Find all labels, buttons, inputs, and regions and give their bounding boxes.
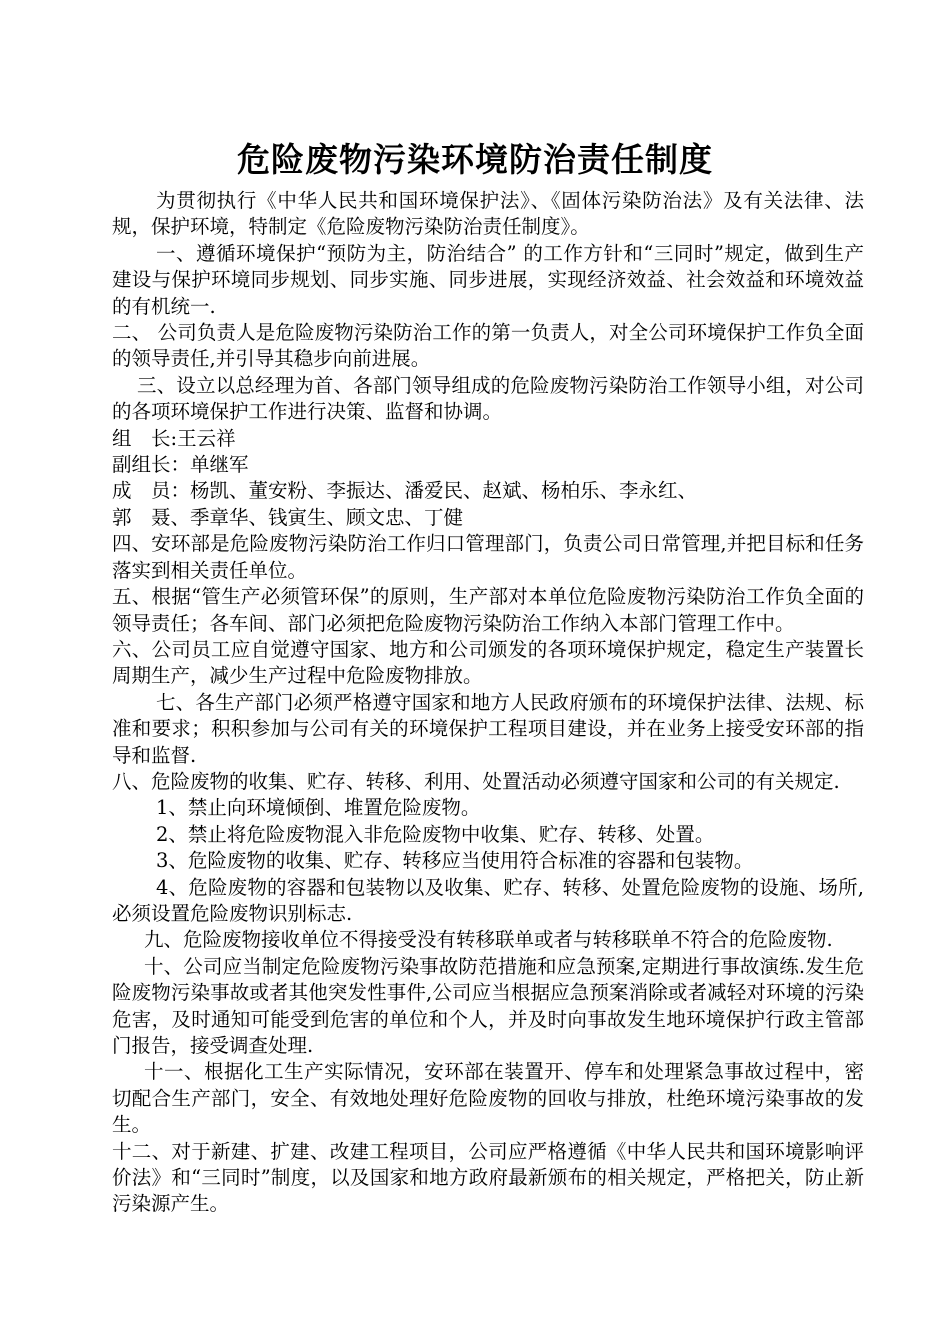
clause-7: 七、各生产部门必须严格遵守国家和地方人民政府颁布的环境保护法律、法规、标准和要求；积积参加与公司有关的环境保护工程项目建设，并在业务上接受安环部的指导和监督. (112, 690, 864, 767)
clause-6: 六、公司员工应自觉遵守国家、地方和公司颁发的各项环境保护规定，稳定生产装置长周期生产，减少生产过程中危险废物排放。 (112, 637, 864, 688)
document-title: 危险废物污染环境防治责任制度 (237, 140, 713, 179)
clause-8-item-2: 2、禁止将危险废物混入非危险废物中收集、贮存、转移、处置。 (156, 822, 715, 846)
group-members-continued: 郭 聂、季章华、钱寅生、顾文忠、丁健 (112, 505, 464, 529)
clause-3: 三、设立以总经理为首、各部门领导组成的危险废物污染防治工作领导小组，对公司的各项环境保护工作进行决策、监督和协调。 (112, 373, 864, 424)
group-members: 成 员：杨凯、董安粉、李振达、潘爱民、赵斌、杨柏乐、李永红、 (112, 479, 698, 503)
clause-4: 四、安环部是危险废物污染防治工作归口管理部门，负责公司日常管理,并把目标和任务落实到相关责任单位。 (112, 532, 864, 582)
clause-8-item-4: 4、危险废物的容器和包装物以及收集、贮存、转移、处置危险废物的设施、场所,必须设置危险废物识别标志. (112, 875, 864, 925)
clause-8-item-3: 3、危险废物的收集、贮存、转移应当使用符合标准的容器和包装物。 (156, 849, 754, 873)
clause-5: 五、根据“管生产必须管环保”的原则，生产部对本单位危险废物污染防治工作负全面的领导责任；各车间、部门必须把危险废物污染防治工作纳入本部门管理工作中。 (112, 585, 864, 635)
document-body (112, 188, 864, 1218)
clause-8-item-1: 1、禁止向环境倾倒、堆置危险废物。 (156, 796, 481, 820)
clause-9: 九、危险废物接收单位不得接受没有转移联单或者与转移联单不符合的危险废物. (144, 928, 833, 952)
clause-11: 十一、根据化工生产实际情况，安环部在装置开、停车和处理紧急事故过程中，密切配合生产部门，安全、有效地处理好危险废物的回收与排放，杜绝环境污染事故的发生。 (112, 1060, 864, 1137)
clause-2: 二、 公司负责人是危险废物污染防治工作的第一负责人，对全公司环境保护工作负全面的领导责任,并引导其稳步向前进展。 (112, 321, 864, 371)
group-leader: 组 长:王云祥 (112, 426, 236, 450)
group-deputy: 副组长：单继军 (112, 453, 249, 477)
clause-1: 一、遵循环境保护“预防为主，防治结合” 的工作方针和“三同时”规定，做到生产建设与保护环境同步规划、同步实施、同步进展，实现经济效益、社会效益和环境效益的有机统一. (112, 241, 864, 318)
clause-10: 十、公司应当制定危险废物污染事故防范措施和应急预案,定期进行事故演练.发生危险废物污染事故或者其他突发性事件,公司应当根据应急预案消除或者减轻对环境的污染危害，及时通知可能受到危害的单位和个人，并及时向事故发生地环境保护行政主管部门报告，接受调查处理. (112, 954, 864, 1057)
intro-paragraph: 为贯彻执行《中华人民共和国环境保护法》、《固体污染防治法》及有关法律、法规，保护环境，特制定《危险废物污染防治责任制度》。 (112, 189, 864, 239)
clause-12: 十二、对于新建、扩建、改建工程项目，公司应严格遵循《中华人民共和国环境影响评价法》和“三同时”制度，以及国家和地方政府最新颁布的相关规定，严格把关，防止新污染源产生。 (112, 1139, 864, 1216)
clause-8: 八、危险废物的收集、贮存、转移、利用、处置活动必须遵守国家和公司的有关规定. (112, 769, 840, 793)
